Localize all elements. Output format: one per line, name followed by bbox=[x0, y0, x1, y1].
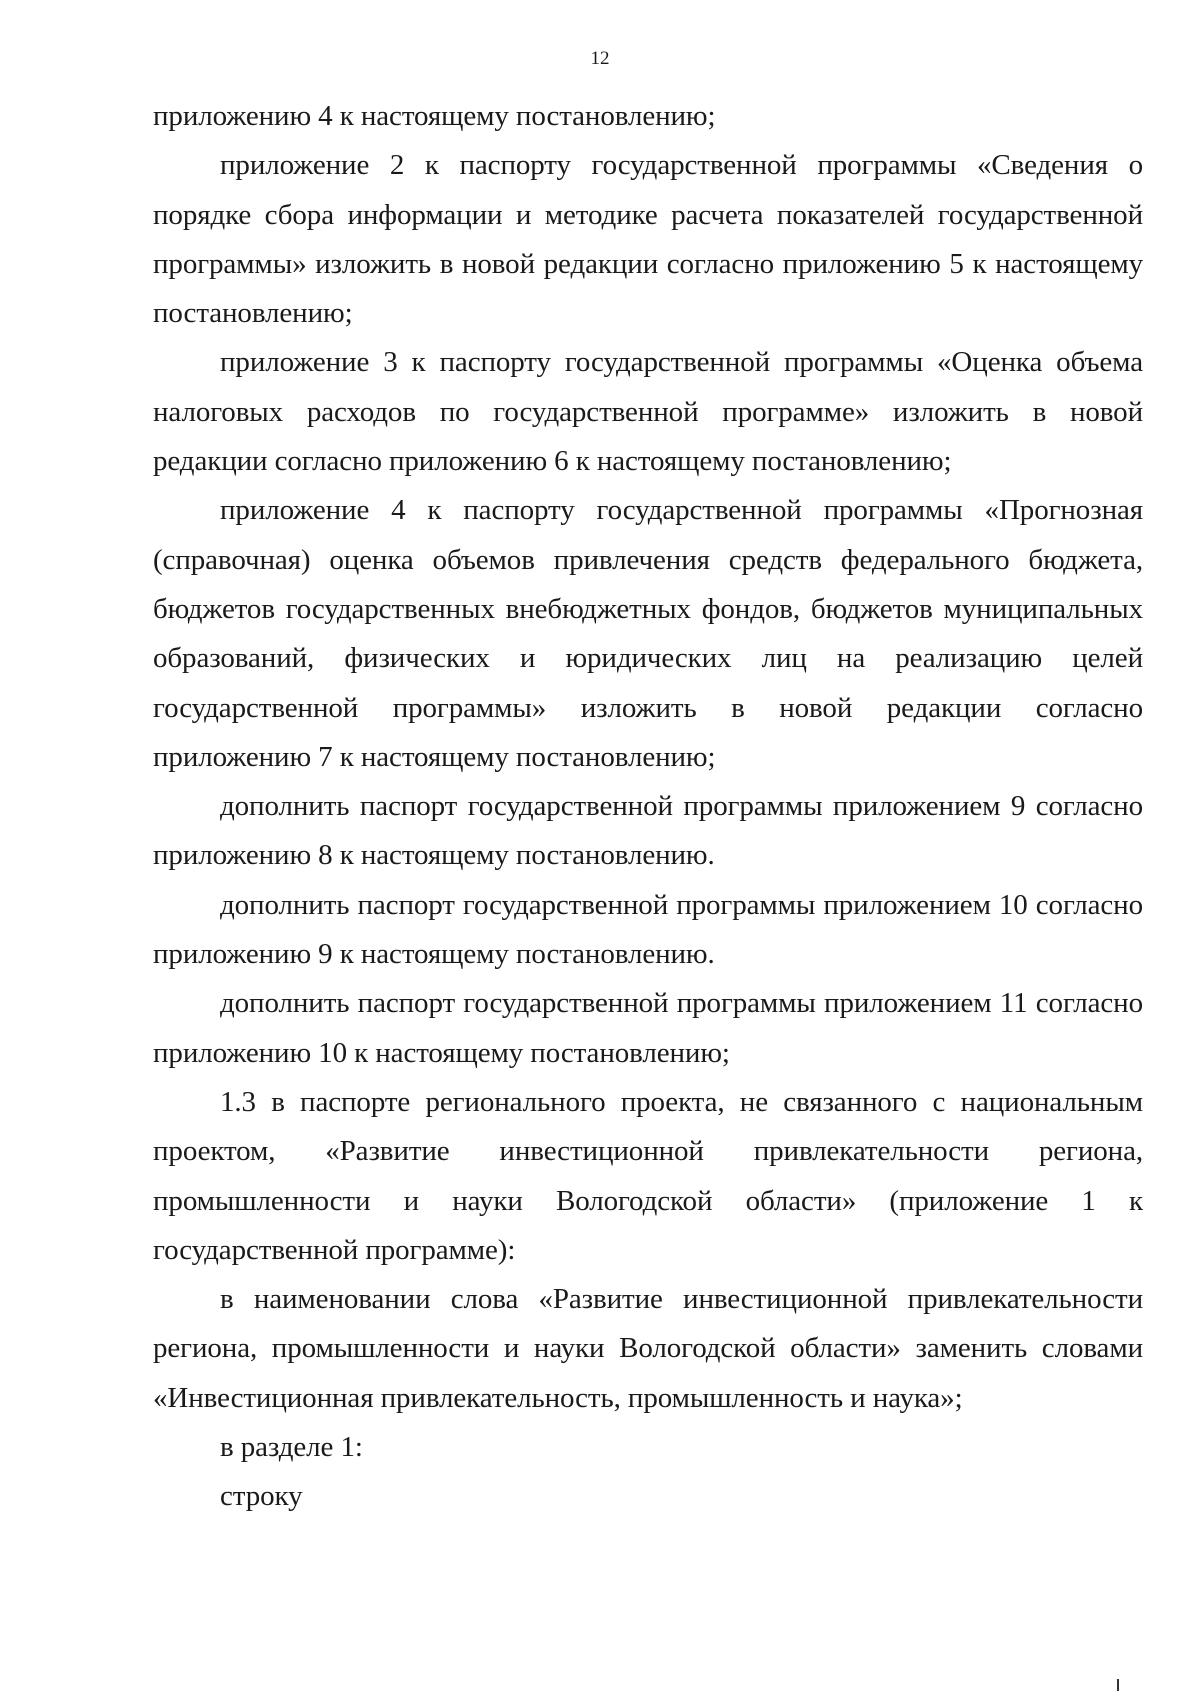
paragraph-section-1: в разделе 1: bbox=[220, 1431, 363, 1464]
paragraph-continuation: приложению 4 к настоящему постановлению; bbox=[153, 100, 716, 132]
paragraph-appendix-2: приложение 2 к паспорту государственной программы «Сведения о порядке сбора информации и методике расчета показателей государственной программы» изложить в новой редакции согласно приложению 5 к настоящему постановлению; bbox=[153, 149, 1143, 330]
paragraph-rename: в наименовании слова «Развитие инвестиционной привлекательности региона, промышленности и науки Вологодской области» заменить словами «Инвестиционная привлекательность, промышленность и наука»; bbox=[153, 1283, 1143, 1414]
scan-edge-mark bbox=[1117, 1679, 1119, 1691]
page-number: 12 bbox=[590, 48, 610, 69]
paragraph-item-1-3: 1.3 в паспорте регионального проекта, не связанного с национальным проектом, «Развитие инвестиционной привлекательности региона, промышленности и науки Вологодской области» (приложение 1 к государственной программе): bbox=[153, 1085, 1143, 1266]
paragraph-add-appendix-10: дополнить паспорт государственной программы приложением 10 согласно приложению 9 к настоящему постановлению. bbox=[153, 888, 1143, 971]
document-body bbox=[153, 92, 1143, 1522]
paragraph-appendix-4: приложение 4 к паспорту государственной программы «Прогнозная (справочная) оценка объемов привлечения средств федерального бюджета, бюджетов государственных внебюджетных фондов, бюджетов муниципальных образований, физических и юридических лиц на реализацию целей государственной программы» изложить в новой редакции согласно приложению 7 к настоящему постановлению; bbox=[153, 494, 1143, 773]
paragraph-row: строку bbox=[220, 1480, 303, 1513]
paragraph-add-appendix-11: дополнить паспорт государственной программы приложением 11 согласно приложению 10 к настоящему постановлению; bbox=[153, 987, 1143, 1069]
paragraph-add-appendix-9: дополнить паспорт государственной программы приложением 9 согласно приложению 8 к настоящему постановлению. bbox=[153, 790, 1143, 872]
paragraph-appendix-3: приложение 3 к паспорту государственной программы «Оценка объема налоговых расходов по государственной программе» изложить в новой редакции согласно приложению 6 к настоящему постановлению; bbox=[153, 346, 1143, 478]
